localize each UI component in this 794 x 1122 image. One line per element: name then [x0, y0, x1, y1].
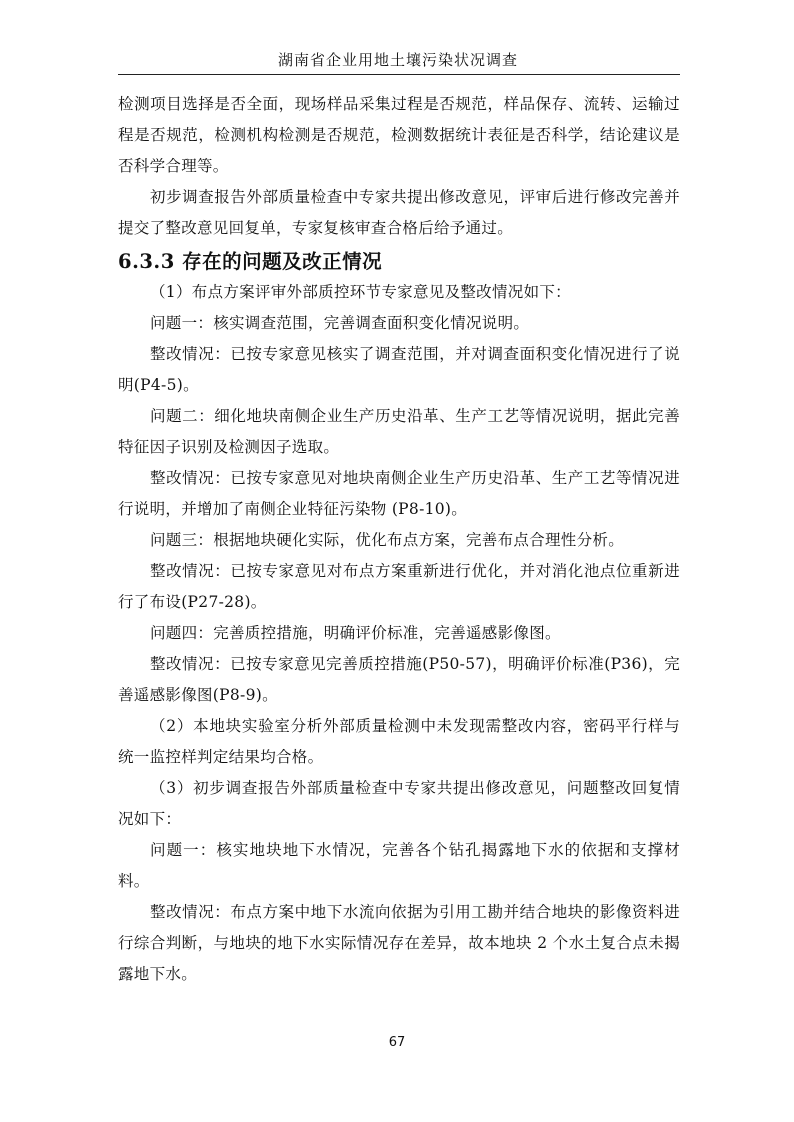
- paragraph: 检测项目选择是否全面，现场样品采集过程是否规范，样品保存、流转、运输过程是否规范，检测机构检测是否规范，检测数据统计表征是否科学，结论建议是否科学合理等。: [118, 95, 680, 175]
- paragraph: 整改情况：布点方案中地下水流向依据为引用工勘并结合地块的影像资料进行综合判断，与地块的地下水实际情况存在差异，故本地块 2 个水土复合点未揭露地下水。: [118, 903, 680, 983]
- paragraph: 问题三：根据地块硬化实际，优化布点方案，完善布点合理性分析。: [150, 531, 625, 549]
- paragraph: （1）布点方案评审外部质控环节专家意见及整改情况如下：: [150, 283, 571, 301]
- paragraph: 整改情况：已按专家意见对布点方案重新进行优化，并对消化池点位重新进行了布设(P27-28)。: [118, 562, 680, 611]
- section-heading: 6.3.3 存在的问题及改正情况: [118, 250, 383, 273]
- paragraph: 整改情况：已按专家意见核实了调查范围，并对调查面积变化情况进行了说明(P4-5)。: [118, 345, 680, 394]
- paragraph: 问题二：细化地块南侧企业生产历史沿革、生产工艺等情况说明，据此完善特征因子识别及检测因子选取。: [118, 407, 680, 456]
- paragraph: 问题一：核实地块地下水情况，完善各个钻孔揭露地下水的依据和支撑材料。: [118, 841, 680, 890]
- paragraph: （3）初步调查报告外部质量检查中专家共提出修改意见，问题整改回复情况如下：: [118, 779, 680, 828]
- paragraph: 问题一：核实调查范围，完善调查面积变化情况说明。: [150, 314, 530, 332]
- header-divider: [118, 74, 680, 75]
- paragraph: 整改情况：已按专家意见对地块南侧企业生产历史沿革、生产工艺等情况进行说明，并增加了南侧企业特征污染物 (P8-10)。: [118, 469, 680, 518]
- running-header: 湖南省企业用地土壤污染状况调查: [277, 51, 518, 69]
- paragraph: 初步调查报告外部质量检查中专家共提出修改意见，评审后进行修改完善并提交了整改意见回复单，专家复核审查合格后给予通过。: [118, 188, 680, 237]
- paragraph: （2）本地块实验室分析外部质量检测中未发现需整改内容，密码平行样与统一监控样判定结果均合格。: [118, 717, 680, 766]
- page-content: [118, 89, 680, 990]
- page-number: 67: [388, 1035, 406, 1050]
- paragraph: 整改情况：已按专家意见完善质控措施(P50-57)，明确评价标准(P36)，完善遥感影像图(P8-9)。: [118, 655, 680, 704]
- paragraph: 问题四：完善质控措施，明确评价标准，完善遥感影像图。: [150, 624, 561, 642]
